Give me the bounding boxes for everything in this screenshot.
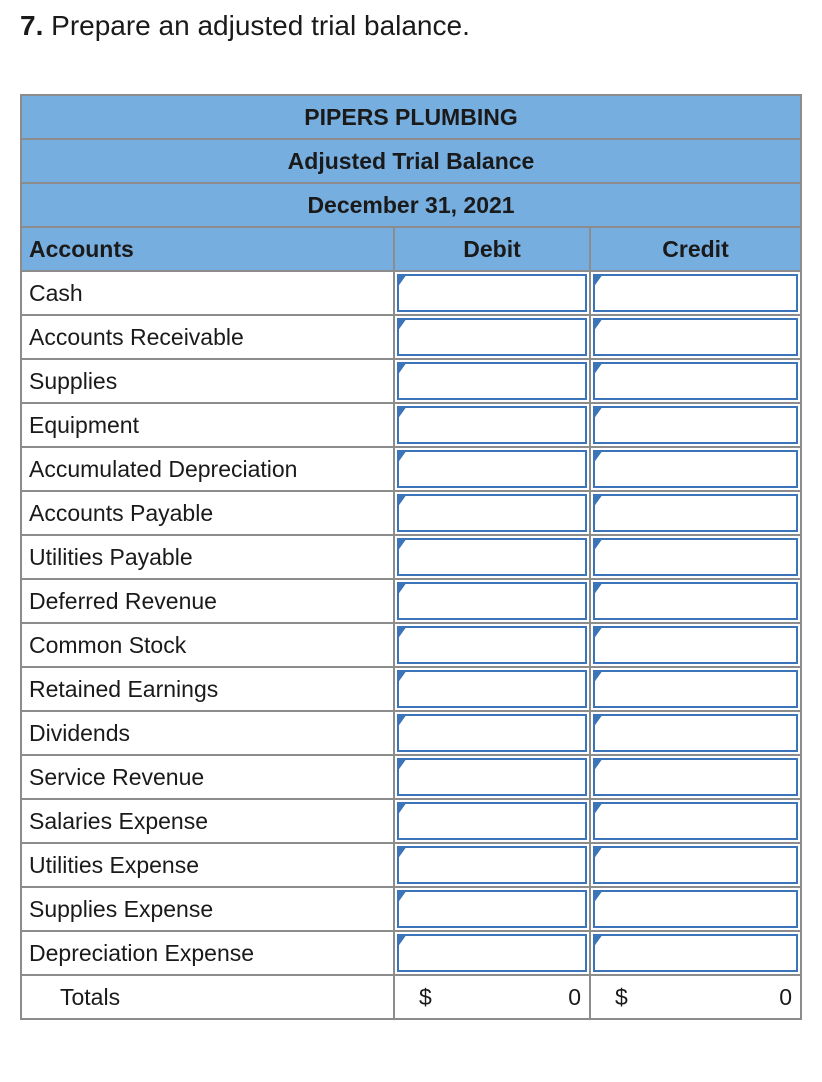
account-row [21,799,801,843]
credit-cell [590,799,801,843]
account-name: Utilities Expense [21,843,394,887]
account-row [21,579,801,623]
debit-amount-input[interactable] [397,450,587,488]
debit-amount-input[interactable] [397,538,587,576]
cell-corner-marker-icon [397,802,407,816]
account-name: Depreciation Expense [21,931,394,975]
credit-cell [590,755,801,799]
debit-amount-input[interactable] [397,758,587,796]
debit-cell [394,271,590,315]
totals-row [21,975,801,1019]
credit-amount-input[interactable] [593,758,798,796]
debit-total-currency: $ [419,984,432,1010]
question-text: Prepare an adjusted trial balance. [51,10,470,41]
credit-cell [590,843,801,887]
cell-corner-marker-icon [397,582,407,596]
debit-amount-input[interactable] [397,274,587,312]
question-heading [20,8,470,44]
cell-corner-marker-icon [397,670,407,684]
credit-amount-input[interactable] [593,318,798,356]
credit-amount-input[interactable] [593,406,798,444]
cell-corner-marker-icon [397,934,407,948]
account-row [21,403,801,447]
cell-corner-marker-icon [593,362,603,376]
credit-cell [590,623,801,667]
credit-amount-input[interactable] [593,714,798,752]
credit-amount-input[interactable] [593,802,798,840]
debit-amount-input[interactable] [397,846,587,884]
debit-cell [394,887,590,931]
cell-corner-marker-icon [397,626,407,640]
debit-amount-input[interactable] [397,714,587,752]
credit-amount-input[interactable] [593,934,798,972]
debit-cell [394,667,590,711]
credit-total-currency: $ [615,984,628,1010]
account-name: Supplies Expense [21,887,394,931]
column-header-row [21,227,801,271]
cell-corner-marker-icon [397,318,407,332]
account-name: Accumulated Depreciation [21,447,394,491]
account-row [21,887,801,931]
credit-amount-input[interactable] [593,274,798,312]
cell-corner-marker-icon [593,494,603,508]
account-row [21,623,801,667]
debit-cell [394,491,590,535]
account-name: Accounts Receivable [21,315,394,359]
cell-corner-marker-icon [397,274,407,288]
company-name: PIPERS PLUMBING [21,95,801,139]
debit-amount-input[interactable] [397,802,587,840]
account-name: Utilities Payable [21,535,394,579]
debit-cell [394,623,590,667]
credit-cell [590,403,801,447]
cell-corner-marker-icon [593,846,603,860]
debit-cell [394,799,590,843]
cell-corner-marker-icon [593,802,603,816]
statement-date: December 31, 2021 [21,183,801,227]
account-row [21,667,801,711]
credit-amount-input[interactable] [593,890,798,928]
debit-amount-input[interactable] [397,670,587,708]
credit-total-value: 0 [779,984,793,1010]
credit-cell [590,359,801,403]
credit-amount-input[interactable] [593,494,798,532]
credit-cell [590,315,801,359]
debit-amount-input[interactable] [397,626,587,664]
account-row [21,359,801,403]
credit-column-header: Credit [590,227,801,271]
credit-cell [590,931,801,975]
debit-total-value: 0 [568,984,581,1010]
debit-cell [394,579,590,623]
cell-corner-marker-icon [397,362,407,376]
account-row [21,491,801,535]
debit-amount-input[interactable] [397,494,587,532]
account-name: Service Revenue [21,755,394,799]
adjusted-trial-balance-table [20,94,802,1020]
debit-amount-input[interactable] [397,934,587,972]
credit-amount-input[interactable] [593,626,798,664]
cell-corner-marker-icon [593,406,603,420]
header-row-date [21,183,801,227]
totals-label: Totals [21,975,394,1019]
account-row [21,535,801,579]
debit-cell [394,755,590,799]
debit-amount-input[interactable] [397,890,587,928]
debit-amount-input[interactable] [397,406,587,444]
accounts-column-header: Accounts [21,227,394,271]
debit-cell [394,359,590,403]
cell-corner-marker-icon [593,450,603,464]
cell-corner-marker-icon [593,582,603,596]
account-row [21,315,801,359]
account-row [21,755,801,799]
cell-corner-marker-icon [593,318,603,332]
cell-corner-marker-icon [593,670,603,684]
cell-corner-marker-icon [593,626,603,640]
cell-corner-marker-icon [397,758,407,772]
statement-title: Adjusted Trial Balance [21,139,801,183]
account-name: Retained Earnings [21,667,394,711]
credit-cell [590,535,801,579]
credit-cell [590,667,801,711]
debit-cell [394,711,590,755]
account-name: Deferred Revenue [21,579,394,623]
debit-cell [394,447,590,491]
account-name: Salaries Expense [21,799,394,843]
credit-total-cell [590,975,801,1019]
debit-total-cell [394,975,590,1019]
account-row [21,271,801,315]
cell-corner-marker-icon [593,714,603,728]
credit-cell [590,447,801,491]
cell-corner-marker-icon [593,274,603,288]
account-name: Dividends [21,711,394,755]
account-name: Equipment [21,403,394,447]
credit-cell [590,579,801,623]
debit-column-header: Debit [394,227,590,271]
credit-cell [590,711,801,755]
account-name: Supplies [21,359,394,403]
credit-amount-input[interactable] [593,362,798,400]
credit-amount-input[interactable] [593,538,798,576]
account-row [21,711,801,755]
debit-amount-input[interactable] [397,362,587,400]
cell-corner-marker-icon [593,538,603,552]
cell-corner-marker-icon [593,890,603,904]
account-name: Common Stock [21,623,394,667]
question-number: 7. [20,10,44,41]
account-name: Cash [21,271,394,315]
cell-corner-marker-icon [593,934,603,948]
cell-corner-marker-icon [397,406,407,420]
debit-cell [394,931,590,975]
debit-cell [394,535,590,579]
credit-amount-input[interactable] [593,846,798,884]
credit-amount-input[interactable] [593,450,798,488]
cell-corner-marker-icon [397,538,407,552]
debit-cell [394,315,590,359]
cell-corner-marker-icon [397,846,407,860]
credit-cell [590,271,801,315]
account-name: Accounts Payable [21,491,394,535]
credit-amount-input[interactable] [593,670,798,708]
cell-corner-marker-icon [397,450,407,464]
debit-amount-input[interactable] [397,582,587,620]
credit-cell [590,491,801,535]
header-row-statement [21,139,801,183]
cell-corner-marker-icon [397,714,407,728]
account-row [21,931,801,975]
debit-cell [394,403,590,447]
debit-amount-input[interactable] [397,318,587,356]
debit-cell [394,843,590,887]
credit-amount-input[interactable] [593,582,798,620]
account-row [21,447,801,491]
cell-corner-marker-icon [593,758,603,772]
account-row [21,843,801,887]
cell-corner-marker-icon [397,890,407,904]
header-row-company [21,95,801,139]
cell-corner-marker-icon [397,494,407,508]
credit-cell [590,887,801,931]
